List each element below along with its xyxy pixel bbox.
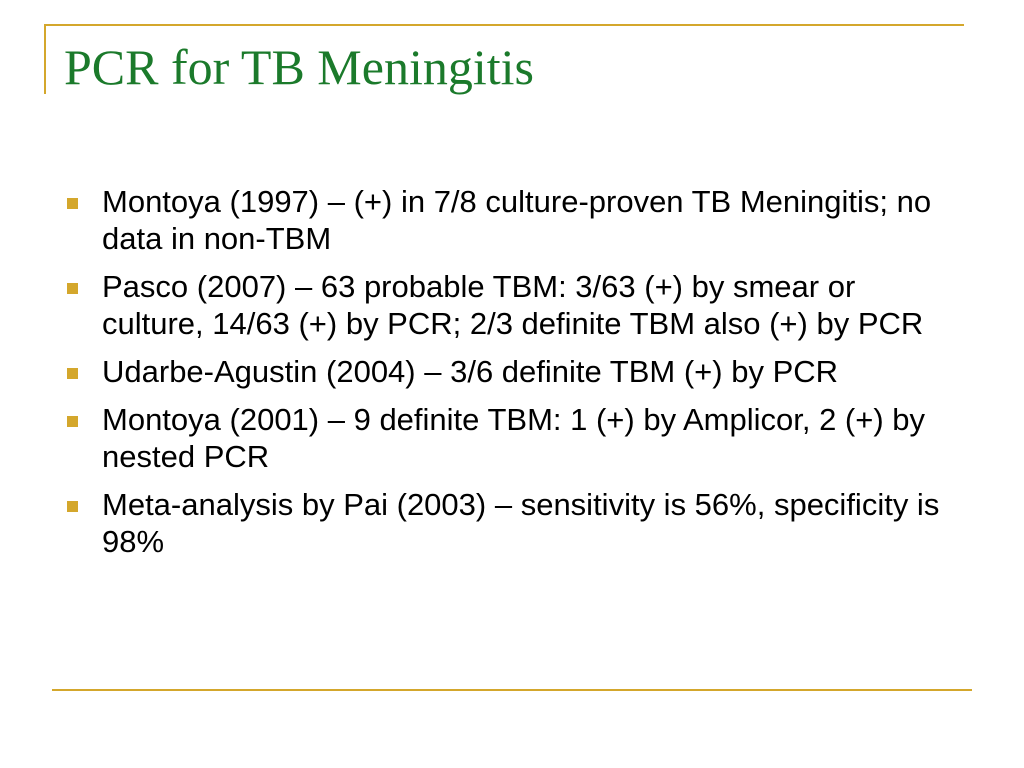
bullet-text: Pasco (2007) – 63 probable TBM: 3/63 (+) by smear or culture, 14/63 (+) by PCR; 2/3 definite TBM also (+) by PCR — [102, 269, 924, 341]
bullet-item — [60, 268, 960, 342]
square-bullet-icon — [67, 198, 78, 209]
square-bullet-icon — [67, 501, 78, 512]
top-rule — [44, 24, 964, 26]
bullet-text: Montoya (2001) – 9 definite TBM: 1 (+) by Amplicor, 2 (+) by nested PCR — [102, 402, 926, 474]
bullet-text: Meta-analysis by Pai (2003) – sensitivity is 56%, specificity is 98% — [102, 487, 940, 559]
bullet-item — [60, 353, 960, 390]
square-bullet-icon — [67, 368, 78, 379]
square-bullet-icon — [67, 283, 78, 294]
slide-title: PCR for TB Meningitis — [64, 39, 534, 95]
bullet-text: Montoya (1997) – (+) in 7/8 culture-proven TB Meningitis; no data in non-TBM — [102, 184, 932, 256]
bullet-list — [60, 183, 960, 571]
bullet-text: Udarbe-Agustin (2004) – 3/6 definite TBM (+) by PCR — [102, 354, 839, 389]
bullet-item — [60, 183, 960, 257]
bullet-item — [60, 486, 960, 560]
left-rule — [44, 24, 46, 94]
bottom-rule — [52, 689, 972, 691]
square-bullet-icon — [67, 416, 78, 427]
bullet-item — [60, 401, 960, 475]
